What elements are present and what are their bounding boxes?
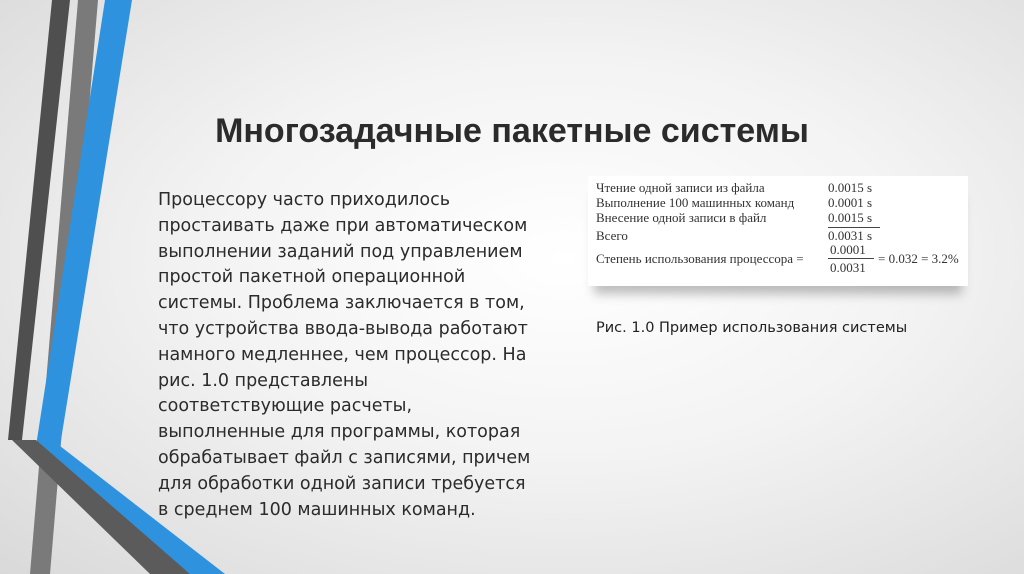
body-line: Процессору часто приходилось <box>158 190 451 210</box>
row-label: Внесение одной записи в файл <box>596 210 767 225</box>
body-line: обрабатывает файл с записями, причем <box>158 447 531 468</box>
figure-caption: Рис. 1.0 Пример использования системы <box>596 320 908 336</box>
row-value: 0.0001 s <box>828 195 873 210</box>
utilization-label: Степень использования процессора = <box>596 251 804 266</box>
body-line: рис. 1.0 представлены <box>158 370 369 391</box>
fraction-denominator: 0.0031 <box>830 260 866 275</box>
row-label: Всего <box>596 228 628 243</box>
slide-title: Многозадачные пакетные системы <box>215 112 809 150</box>
row-label: Выполнение 100 машинных команд <box>596 195 795 210</box>
body-line: намного медленнее, чем процессор. На <box>158 344 527 365</box>
body-line: выполнении заданий под управлением <box>158 241 523 262</box>
body-line: соответствующие расчеты, <box>158 396 413 417</box>
body-line: в среднем 100 машинных команд. <box>158 499 476 520</box>
fraction-numerator: 0.0001 <box>830 242 866 257</box>
body-line: простаивать даже при автоматическом <box>158 215 528 236</box>
body-text <box>158 188 538 523</box>
body-line: что устройства ввода-вывода работают <box>158 318 528 339</box>
row-value: 0.0015 s <box>828 180 873 195</box>
figure-table <box>588 176 968 286</box>
row-value: 0.0031 s <box>828 228 873 243</box>
utilization-result: = 0.032 = 3.2% <box>878 251 959 266</box>
fraction-bar <box>828 258 874 259</box>
row-label: Чтение одной записи из файла <box>596 180 765 195</box>
body-line: выполненные для программы, которая <box>158 422 521 443</box>
row-value: 0.0015 s <box>828 210 873 225</box>
body-line: для обработки одной записи требуется <box>158 473 526 494</box>
body-line: простой пакетной операционной <box>158 267 466 288</box>
body-line: системы. Проблема заключается в том, <box>158 293 525 314</box>
